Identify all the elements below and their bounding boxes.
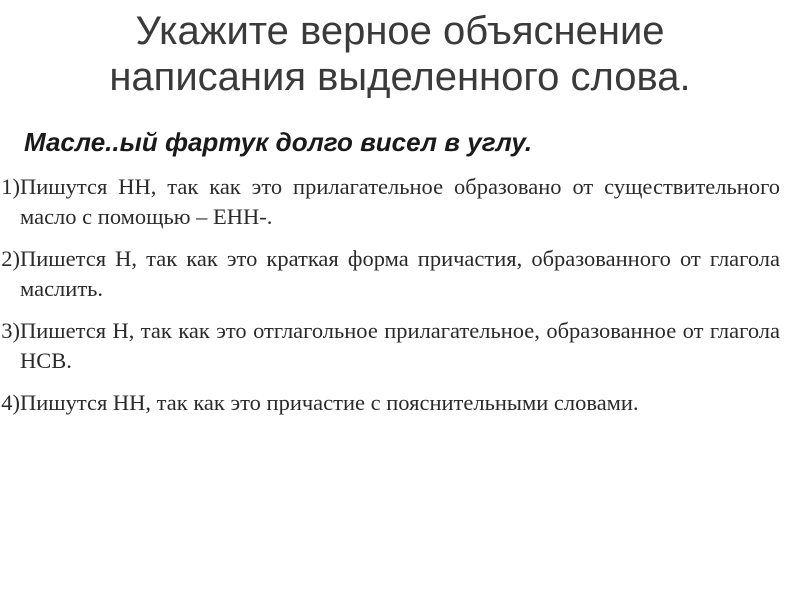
option-text: Пишутся НН, так как это причастие с пояснительными словами. bbox=[20, 390, 639, 415]
example-sentence: Масле..ый фартук долго висел в углу. bbox=[24, 127, 533, 157]
option-number: 3) bbox=[1, 318, 20, 343]
slide-title bbox=[40, 8, 760, 100]
title-line-1: Укажите верное объяснение bbox=[135, 9, 665, 53]
option-number: 2) bbox=[1, 246, 20, 271]
title-line-2: написания выделенного слова. bbox=[109, 55, 691, 99]
answer-option-3 bbox=[0, 316, 780, 376]
answer-options-list bbox=[0, 172, 780, 430]
option-text: Пишется Н, так как это отглагольное прилагательное, образованное от глагола НСВ. bbox=[20, 318, 780, 373]
option-number: 4) bbox=[1, 390, 20, 415]
answer-option-4 bbox=[0, 388, 780, 418]
answer-option-2 bbox=[0, 244, 780, 304]
option-text: Пишутся НН, так как это прилагательное образовано от существительного масло с помощью – ЕНН-. bbox=[20, 174, 780, 229]
option-number: 1) bbox=[1, 174, 20, 199]
option-text: Пишется Н, так как это краткая форма причастия, образованного от глагола маслить. bbox=[20, 246, 780, 301]
answer-option-1 bbox=[0, 172, 780, 232]
